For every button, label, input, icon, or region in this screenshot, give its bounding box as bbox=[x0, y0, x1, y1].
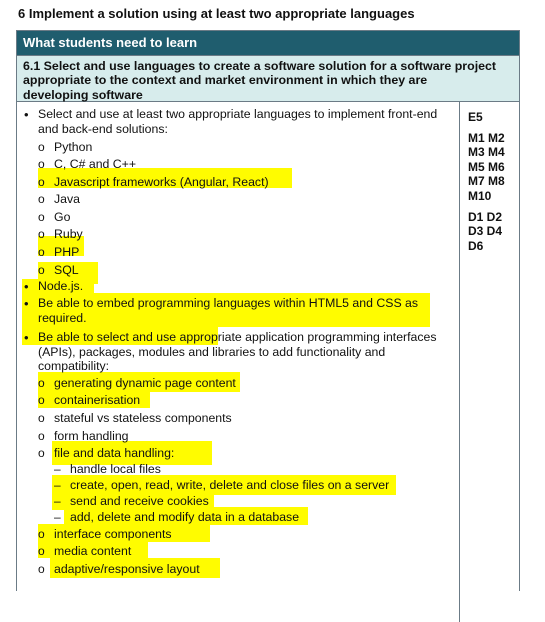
criteria-entry: D6 bbox=[468, 238, 484, 253]
open-bullet-icon: o bbox=[38, 175, 45, 189]
open-bullet-icon: o bbox=[38, 393, 45, 407]
open-bullet-icon: o bbox=[38, 411, 45, 425]
list-item: (APIs), packages, modules and libraries to add functionality and bbox=[38, 345, 386, 359]
list-item: file and data handling: bbox=[54, 446, 175, 460]
list-item: adaptive/responsive layout bbox=[54, 562, 200, 576]
open-bullet-icon: o bbox=[38, 157, 45, 171]
dash-bullet-icon: – bbox=[54, 478, 61, 492]
list-item: SQL bbox=[54, 263, 79, 277]
list-item: compatibility: bbox=[38, 359, 110, 373]
criteria-entry: M3 M4 bbox=[468, 145, 505, 160]
open-bullet-icon: o bbox=[38, 562, 45, 576]
list-item: generating dynamic page content bbox=[54, 376, 236, 390]
criteria-entry: M7 M8 bbox=[468, 174, 505, 189]
bullet-icon: • bbox=[24, 107, 29, 122]
column-divider bbox=[459, 102, 460, 622]
open-bullet-icon: o bbox=[38, 446, 45, 460]
list-item: Python bbox=[54, 140, 93, 154]
open-bullet-icon: o bbox=[38, 140, 45, 154]
subheader-line: developing software bbox=[23, 87, 143, 102]
open-bullet-icon: o bbox=[38, 227, 45, 241]
section-title: 6 Implement a solution using at least two appropriate languages bbox=[18, 6, 415, 21]
list-item: PHP bbox=[54, 245, 80, 259]
list-item: and back-end solutions: bbox=[38, 122, 168, 136]
list-item: stateful vs stateless components bbox=[54, 411, 232, 425]
table-header: What students need to learn bbox=[17, 31, 519, 55]
criteria-entry: M5 M6 bbox=[468, 159, 505, 174]
criteria-entry: D1 D2 bbox=[468, 209, 503, 224]
table-subheader bbox=[17, 55, 519, 102]
dash-bullet-icon: – bbox=[54, 510, 61, 524]
subheader-line: 6.1 Select and use languages to create a software solution for a software project bbox=[23, 59, 497, 73]
list-item: Be able to embed programming languages within HTML5 and CSS as bbox=[38, 296, 419, 310]
list-item: media content bbox=[54, 544, 132, 558]
open-bullet-icon: o bbox=[38, 544, 45, 558]
open-bullet-icon: o bbox=[38, 210, 45, 224]
list-item: add, delete and modify data in a database bbox=[70, 510, 300, 524]
criteria-entry: M1 M2 bbox=[468, 130, 505, 145]
list-item: handle local files bbox=[70, 462, 161, 476]
list-item: required. bbox=[38, 311, 87, 325]
list-item: Be able to select and use appropriate application programming interfaces bbox=[38, 330, 437, 344]
bullet-icon: • bbox=[24, 330, 29, 345]
bullet-icon: • bbox=[24, 296, 29, 311]
list-item: containerisation bbox=[54, 393, 141, 407]
criteria-entry: M10 bbox=[468, 188, 492, 203]
criteria-column bbox=[468, 110, 505, 253]
list-item: Select and use at least two appropriate languages to implement front-end bbox=[38, 107, 438, 121]
list-item: Go bbox=[54, 210, 71, 224]
open-bullet-icon: o bbox=[38, 263, 45, 277]
list-item: create, open, read, write, delete and close files on a server bbox=[70, 478, 390, 492]
list-item: Javascript frameworks (Angular, React) bbox=[54, 175, 269, 189]
open-bullet-icon: o bbox=[38, 527, 45, 541]
list-item: Node.js. bbox=[38, 279, 84, 293]
list-item: form handling bbox=[54, 429, 129, 443]
open-bullet-icon: o bbox=[38, 245, 45, 259]
bullet-icon: • bbox=[24, 279, 29, 294]
dash-bullet-icon: – bbox=[54, 494, 61, 508]
open-bullet-icon: o bbox=[38, 376, 45, 390]
subheader-line: appropriate to the context and market environment in which they are bbox=[23, 73, 428, 88]
criteria-entry: D3 D4 bbox=[468, 224, 503, 239]
list-item: interface components bbox=[54, 527, 172, 541]
list-item: C, C# and C++ bbox=[54, 157, 137, 171]
dash-bullet-icon: – bbox=[54, 462, 61, 476]
list-item: Java bbox=[54, 192, 80, 206]
open-bullet-icon: o bbox=[38, 192, 45, 206]
list-item: send and receive cookies bbox=[70, 494, 209, 508]
criteria-entry: E5 bbox=[468, 110, 483, 124]
list-item: Ruby bbox=[54, 227, 83, 241]
open-bullet-icon: o bbox=[38, 429, 45, 443]
